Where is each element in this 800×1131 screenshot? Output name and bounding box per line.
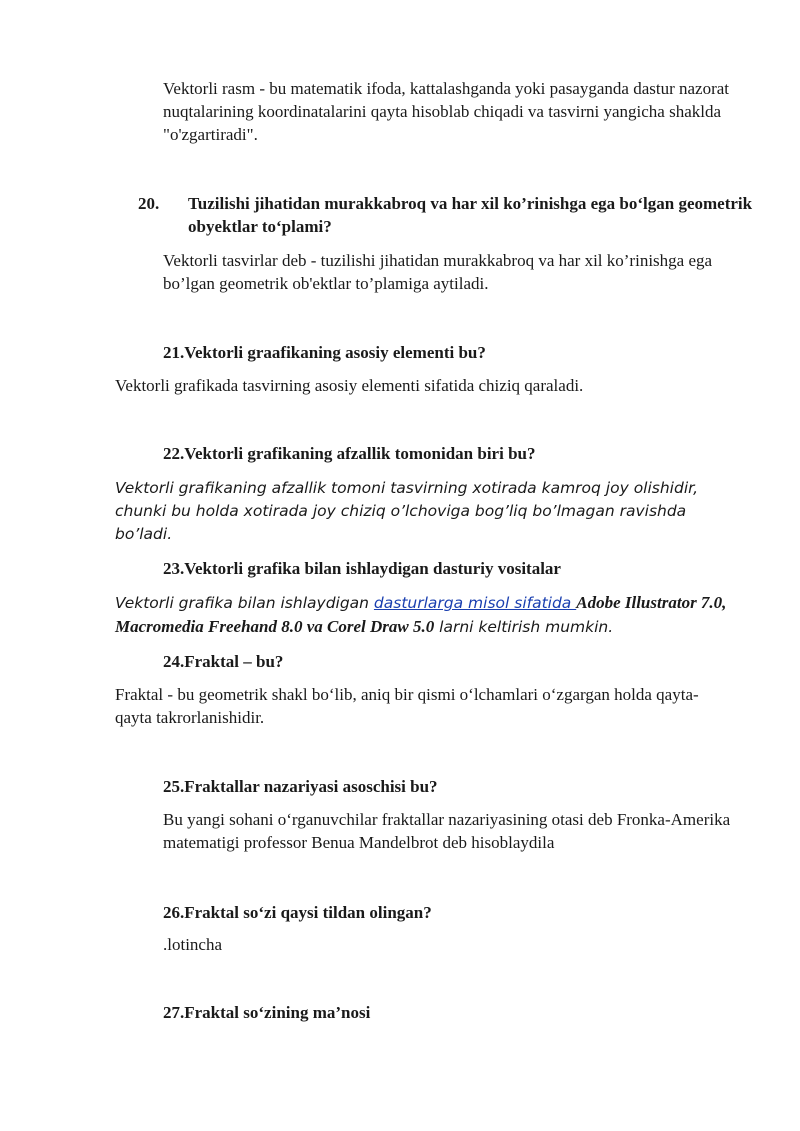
question-21 <box>163 341 753 364</box>
question-number: 25. <box>163 777 185 796</box>
question-20 <box>138 192 778 238</box>
question-text: Fraktal – bu? <box>184 652 284 671</box>
question-23 <box>163 557 753 580</box>
question-25 <box>163 775 753 798</box>
answer-23 <box>115 591 735 639</box>
answer-23-prefix: Vektorli grafika bilan ishlaydigan <box>115 594 374 612</box>
question-number: 24. <box>163 652 185 671</box>
question-number: 26. <box>163 903 185 922</box>
answer-20: Vektorli tasvirlar deb - tuzilishi jihatidan murakkabroq va har xil ko’rinishga ega bo’lgan geometrik ob'ektlar to’plamiga aytiladi. <box>163 251 713 293</box>
question-text: Vektorli grafika bilan ishlaydigan dasturiy vositalar <box>184 559 561 578</box>
question-text: Tuzilishi jihatidan murakkabroq va har xil ko’rinishga ega bo‘lgan geometrik obyektlar to‘plami? <box>188 194 753 236</box>
question-text: Vektorli grafikaning afzallik tomonidan biri bu? <box>184 444 536 463</box>
question-number: 23. <box>163 559 185 578</box>
question-number: 22. <box>163 444 185 463</box>
question-24 <box>163 650 753 673</box>
answer-26: .lotincha <box>163 935 223 954</box>
question-26 <box>163 901 753 924</box>
question-number: 21. <box>163 343 185 362</box>
question-22 <box>163 442 753 465</box>
answer-25: Bu yangi sohani o‘rganuvchilar fraktallar nazariyasining otasi deb Fronka-Amerika matematigi professor Benua Mandelbrot deb hisoblaydila <box>163 810 731 852</box>
software-names: Adobe Illustrator 7.0, Macromedia Freehand 8.0 va Corel Draw 5.0 <box>115 593 727 636</box>
answer-21: Vektorli grafikada tasvirning asosiy elementi sifatida chiziq qaraladi. <box>115 376 584 395</box>
answer-23-suffix: larni keltirish mumkin. <box>434 618 614 636</box>
question-number: 27. <box>163 1003 185 1022</box>
question-text: Fraktal so‘zining ma’nosi <box>184 1003 371 1022</box>
question-text: Vektorli graafikaning asosiy elementi bu? <box>184 343 486 362</box>
question-number: 20. <box>138 194 160 213</box>
examples-link[interactable]: dasturlarga misol sifatida <box>373 594 577 612</box>
question-27 <box>163 1001 753 1024</box>
question-text: Fraktal so‘zi qaysi tildan olingan? <box>184 903 432 922</box>
question-text: Fraktallar nazariyasi asoschisi bu? <box>184 777 438 796</box>
answer-24: Fraktal - bu geometrik shakl bo‘lib, aniq bir qismi o‘lchamlari o‘zgargan holda qayta-qayta takrorlanishidir. <box>115 685 699 727</box>
answer-22: Vektorli grafikaning afzallik tomoni tasvirning xotirada kamroq joy olishidir, chunki bu holda xotirada joy chiziq o’lchoviga bog’liq bo’lmagan ravishda bo’ladi. <box>115 479 699 543</box>
intro-paragraph: Vektorli rasm - bu matematik ifoda, kattalashganda yoki pasayganda dastur nazorat nuqtalarining koordinatalarini qayta hisoblab chiqadi va tasvirni yangicha shaklda "o'zgartiradi". <box>163 79 730 144</box>
